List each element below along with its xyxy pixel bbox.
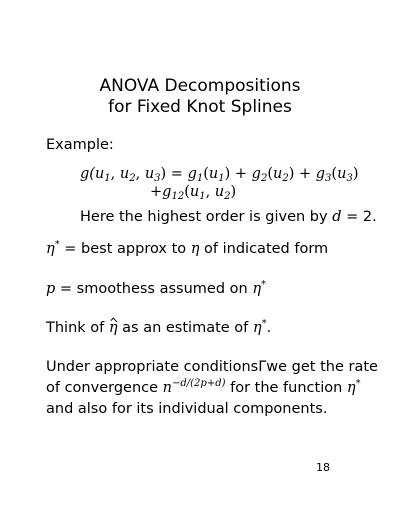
equation-line-2: $+g_{12}(u_1$, $u_2$) (150, 184, 237, 202)
highest-order-sentence: Here the highest order is given by d = 2. (80, 209, 377, 225)
smoothness-definition: p = smoothess assumed on η* (46, 279, 267, 297)
eta-star-definition: η* = best approx to η of indicated form (46, 239, 329, 257)
example-label: Example: (46, 137, 114, 153)
equation-line-1: $g(u_1$, $u_2$, $u_3) = g_1(u_1) + g_2(u_2) + g_3(u_3)$ (80, 166, 359, 184)
estimate-sentence: Think of η as an estimate of η*. (46, 318, 272, 336)
conditions-line-1: Under appropriate conditionsΓwe get the rate (46, 359, 378, 375)
page-title-line-1: ANOVA Decompositions (99, 76, 301, 96)
conditions-line-3: and also for its individual components. (46, 401, 328, 417)
page-number: 18 (316, 461, 330, 474)
page-title-line-2: for Fixed Knot Splines (108, 97, 292, 117)
conditions-line-2: of convergence $n^{-d/(2p+d)}$ for the function η* (46, 378, 361, 396)
